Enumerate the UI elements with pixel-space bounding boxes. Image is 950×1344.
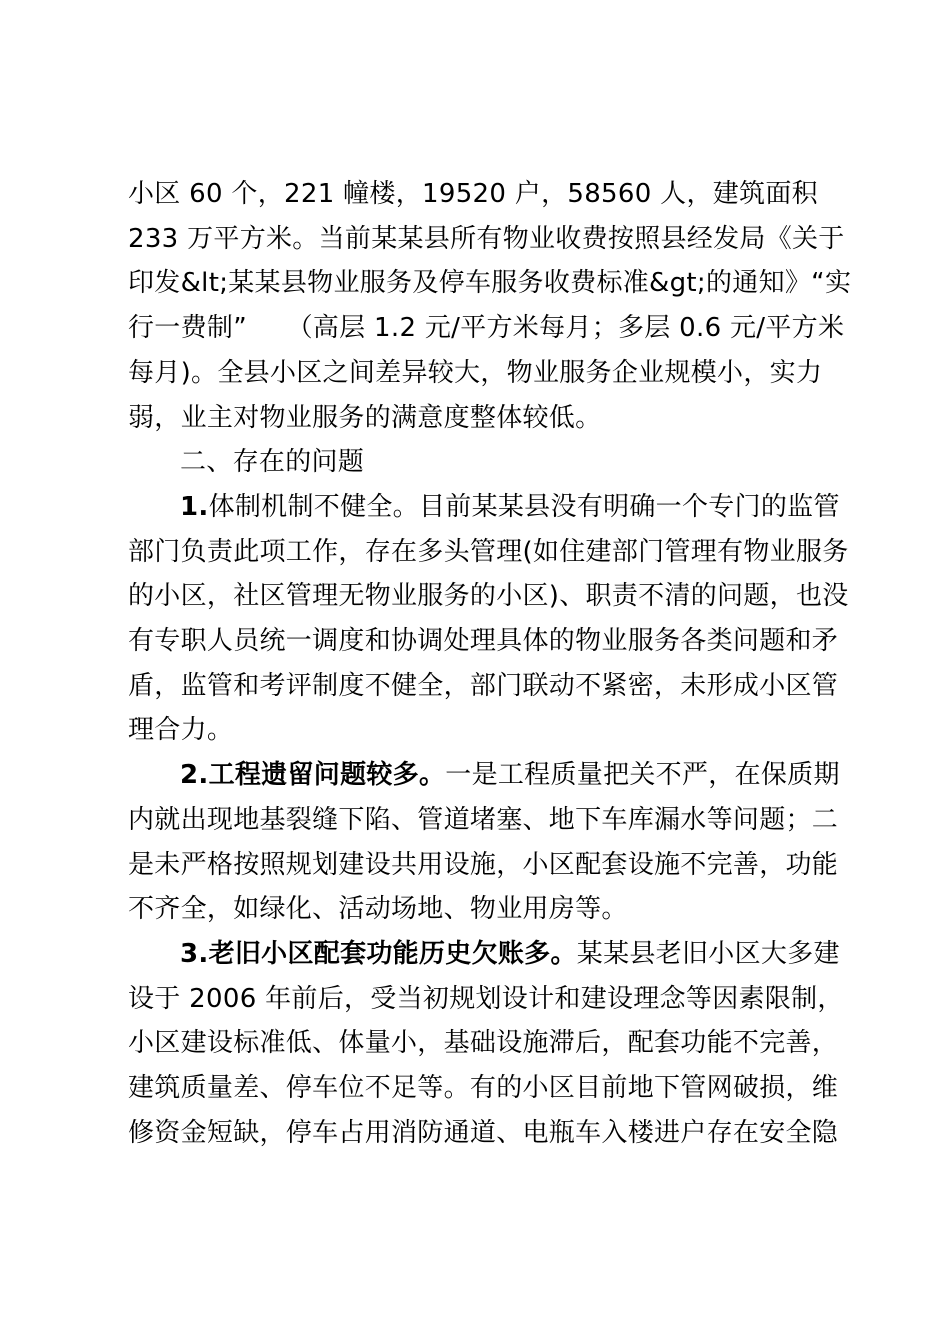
text-line: 内就出现地基裂缝下陷、管道堵塞、地下车库漏水等问题；二 (128, 804, 839, 835)
text-line: 每月)。全县小区之间差异较大，物业服务企业规模小，实力 (128, 357, 823, 388)
text-line: 弱，业主对物业服务的满意度整体较低。 (128, 402, 602, 433)
section-heading-text: 二、存在的问题 (180, 447, 365, 478)
text-line-first (128, 753, 840, 798)
text-line: 小区 60 个，221 幢楼，19520 户，58560 人，建筑面积 (128, 179, 818, 209)
text-line: 建筑质量差、停车位不足等。有的小区目前地下管网破损，维 (128, 1073, 839, 1104)
text-line-first (128, 485, 840, 530)
item-text: 某某县老旧小区大多建 (576, 938, 840, 969)
text-line: 理合力。 (128, 715, 234, 746)
text-line: 有专职人员统一调度和协调处理具体的物业服务各类问题和矛 (128, 626, 839, 657)
text-line: 印发&lt;某某县物业服务及停车服务收费标准&gt;的通知》“实 (128, 268, 852, 299)
text-line: 修资金短缺，停车占用消防通道、电瓶车入楼进户存在安全隐 (128, 1117, 839, 1148)
text-line: 的小区，社区管理无物业服务的小区)、职责不清的问题，也没 (128, 581, 849, 612)
text-line: 是未严格按照规划建设共用设施，小区配套设施不完善，功能 (128, 849, 839, 880)
text-line: 233 万平方米。当前某某县所有物业收费按照县经发局《关于 (128, 223, 845, 254)
item-lead: 1. (180, 491, 209, 522)
text-line: 设于 2006 年前后，受当初规划设计和建设理念等因素限制， (128, 983, 844, 1014)
text-line: 行一费制” （高层 1.2 元/平方米每月；多层 0.6 元/平方米 (128, 313, 845, 344)
item-lead: 3.老旧小区配套功能历史欠账多。 (180, 938, 577, 969)
paragraph-overview (128, 172, 852, 440)
paragraph-item-3 (128, 932, 844, 1156)
paragraph-item-1 (128, 485, 849, 753)
text-line: 盾，监管和考评制度不健全，部门联动不紧密，未形成小区管 (128, 670, 839, 701)
text-line: 不齐全，如绿化、活动场地、物业用房等。 (128, 894, 628, 925)
text-line: 部门负责此项工作，存在多头管理(如住建部门管理有物业服务 (128, 536, 849, 567)
item-text: 体制机制不健全。目前某某县没有明确一个专门的监管 (208, 491, 840, 522)
text-line: 小区建设标准低、体量小，基础设施滞后，配套功能不完善， (128, 1028, 839, 1059)
text-line-first (128, 932, 840, 977)
section-heading-problems (128, 440, 828, 485)
document-page (128, 172, 852, 1155)
item-lead: 2.工程遗留问题较多。 (180, 760, 446, 791)
item-text: 一是工程质量把关不严，在保质期 (445, 760, 840, 791)
paragraph-item-2 (128, 753, 840, 932)
